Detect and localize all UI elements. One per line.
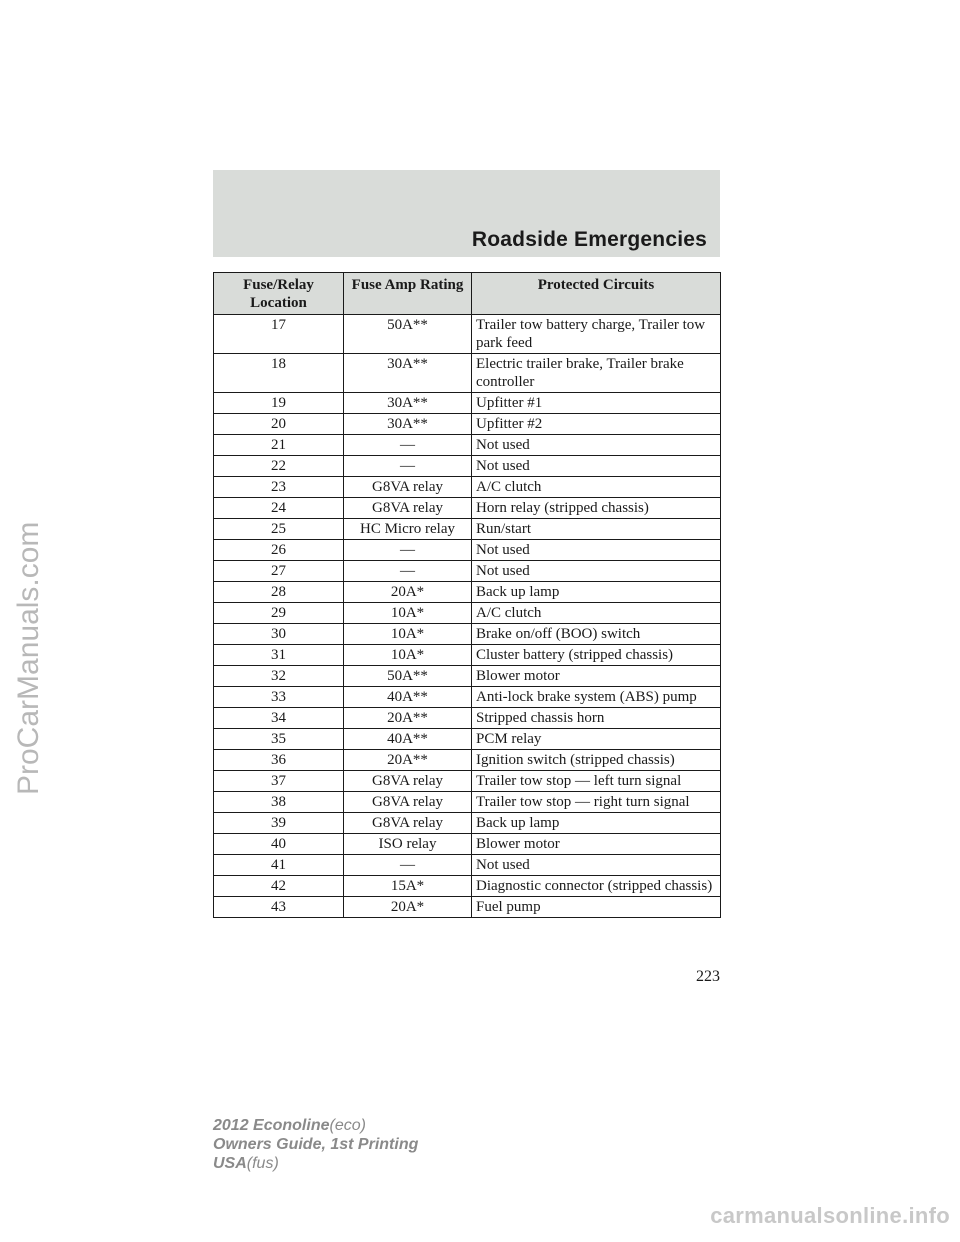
table-row	[214, 834, 721, 855]
cell-amp-rating: 20A**	[344, 750, 472, 771]
table-row	[214, 477, 721, 498]
table-row	[214, 729, 721, 750]
table-row	[214, 792, 721, 813]
table-row	[214, 708, 721, 729]
fuse-table-body	[214, 315, 721, 918]
footer-market: USA	[213, 1155, 247, 1172]
cell-protected-circuit: Blower motor	[472, 666, 721, 687]
cell-amp-rating: —	[344, 561, 472, 582]
cell-amp-rating: 30A**	[344, 414, 472, 435]
side-watermark-text: ProCarManuals.com	[12, 521, 45, 795]
cell-location: 23	[214, 477, 344, 498]
cell-location: 29	[214, 603, 344, 624]
cell-protected-circuit: Upfitter #2	[472, 414, 721, 435]
table-row	[214, 813, 721, 834]
cell-location: 17	[214, 315, 344, 354]
cell-amp-rating: HC Micro relay	[344, 519, 472, 540]
cell-amp-rating: 20A**	[344, 708, 472, 729]
table-row	[214, 876, 721, 897]
cell-amp-rating: G8VA relay	[344, 792, 472, 813]
footer-line-guide: Owners Guide, 1st Printing	[213, 1136, 419, 1153]
cell-amp-rating: G8VA relay	[344, 813, 472, 834]
cell-location: 24	[214, 498, 344, 519]
section-title: Roadside Emergencies	[471, 228, 707, 251]
cell-location: 18	[214, 354, 344, 393]
cell-amp-rating: 30A**	[344, 393, 472, 414]
cell-amp-rating: G8VA relay	[344, 477, 472, 498]
table-row	[214, 645, 721, 666]
cell-amp-rating: ISO relay	[344, 834, 472, 855]
cell-amp-rating: 40A**	[344, 729, 472, 750]
cell-amp-rating: G8VA relay	[344, 771, 472, 792]
cell-protected-circuit: Run/start	[472, 519, 721, 540]
cell-protected-circuit: Not used	[472, 561, 721, 582]
cell-protected-circuit: A/C clutch	[472, 603, 721, 624]
footer-model: 2012 Econoline	[213, 1117, 330, 1134]
cell-location: 38	[214, 792, 344, 813]
cell-protected-circuit: Cluster battery (stripped chassis)	[472, 645, 721, 666]
cell-amp-rating: 20A*	[344, 897, 472, 918]
cell-location: 26	[214, 540, 344, 561]
cell-amp-rating: 30A**	[344, 354, 472, 393]
cell-protected-circuit: Upfitter #1	[472, 393, 721, 414]
table-row	[214, 498, 721, 519]
cell-location: 19	[214, 393, 344, 414]
cell-protected-circuit: Not used	[472, 540, 721, 561]
footer-line-model	[213, 1116, 418, 1135]
cell-location: 43	[214, 897, 344, 918]
table-row	[214, 414, 721, 435]
cell-amp-rating: 50A**	[344, 315, 472, 354]
cell-location: 22	[214, 456, 344, 477]
cell-amp-rating: —	[344, 435, 472, 456]
cell-location: 42	[214, 876, 344, 897]
cell-protected-circuit: Fuel pump	[472, 897, 721, 918]
cell-location: 20	[214, 414, 344, 435]
cell-location: 25	[214, 519, 344, 540]
table-row	[214, 855, 721, 876]
cell-protected-circuit: Trailer tow stop — left turn signal	[472, 771, 721, 792]
table-row	[214, 456, 721, 477]
cell-location: 35	[214, 729, 344, 750]
cell-location: 21	[214, 435, 344, 456]
table-row	[214, 435, 721, 456]
cell-location: 41	[214, 855, 344, 876]
cell-amp-rating: G8VA relay	[344, 498, 472, 519]
cell-amp-rating: —	[344, 456, 472, 477]
cell-amp-rating: 15A*	[344, 876, 472, 897]
table-row	[214, 687, 721, 708]
table-row	[214, 603, 721, 624]
table-row	[214, 393, 721, 414]
cell-amp-rating: 50A**	[344, 666, 472, 687]
cell-protected-circuit: PCM relay	[472, 729, 721, 750]
cell-amp-rating: 20A*	[344, 582, 472, 603]
table-row	[214, 519, 721, 540]
cell-protected-circuit: Electric trailer brake, Trailer brake controller	[472, 354, 721, 393]
cell-protected-circuit: Trailer tow stop — right turn signal	[472, 792, 721, 813]
cell-location: 40	[214, 834, 344, 855]
table-row	[214, 897, 721, 918]
cell-protected-circuit: Trailer tow battery charge, Trailer tow park feed	[472, 315, 721, 354]
table-row	[214, 666, 721, 687]
footer-line-market	[213, 1154, 418, 1173]
cell-location: 32	[214, 666, 344, 687]
cell-amp-rating: 10A*	[344, 624, 472, 645]
fuse-table	[213, 272, 721, 918]
cell-protected-circuit: A/C clutch	[472, 477, 721, 498]
table-row	[214, 354, 721, 393]
cell-protected-circuit: Not used	[472, 456, 721, 477]
cell-amp-rating: 10A*	[344, 645, 472, 666]
cell-location: 30	[214, 624, 344, 645]
table-row	[214, 315, 721, 354]
cell-location: 28	[214, 582, 344, 603]
column-header-location: Fuse/Relay Location	[214, 273, 344, 315]
cell-amp-rating: 40A**	[344, 687, 472, 708]
cell-protected-circuit: Not used	[472, 435, 721, 456]
cell-location: 34	[214, 708, 344, 729]
table-row	[214, 624, 721, 645]
footer-imprint	[213, 1116, 418, 1173]
cell-protected-circuit: Ignition switch (stripped chassis)	[472, 750, 721, 771]
cell-amp-rating: 10A*	[344, 603, 472, 624]
cell-location: 37	[214, 771, 344, 792]
cell-location: 36	[214, 750, 344, 771]
cell-protected-circuit: Not used	[472, 855, 721, 876]
table-row	[214, 750, 721, 771]
table-row	[214, 771, 721, 792]
bottom-watermark: carmanualsonline.info	[710, 1203, 950, 1228]
cell-protected-circuit: Back up lamp	[472, 582, 721, 603]
table-row	[214, 561, 721, 582]
table-row	[214, 582, 721, 603]
table-row	[214, 540, 721, 561]
cell-protected-circuit: Horn relay (stripped chassis)	[472, 498, 721, 519]
cell-location: 27	[214, 561, 344, 582]
column-header-amp-rating: Fuse Amp Rating	[344, 273, 472, 315]
column-header-protected-circuits: Protected Circuits	[472, 273, 721, 315]
page-number: 223	[696, 968, 720, 985]
cell-amp-rating: —	[344, 855, 472, 876]
footer-market-code: (fus)	[246, 1155, 279, 1172]
cell-protected-circuit: Stripped chassis horn	[472, 708, 721, 729]
cell-protected-circuit: Back up lamp	[472, 813, 721, 834]
cell-protected-circuit: Blower motor	[472, 834, 721, 855]
cell-location: 33	[214, 687, 344, 708]
cell-protected-circuit: Brake on/off (BOO) switch	[472, 624, 721, 645]
cell-location: 39	[214, 813, 344, 834]
cell-location: 31	[214, 645, 344, 666]
cell-protected-circuit: Anti-lock brake system (ABS) pump	[472, 687, 721, 708]
cell-protected-circuit: Diagnostic connector (stripped chassis)	[472, 876, 721, 897]
cell-amp-rating: —	[344, 540, 472, 561]
table-header-row	[214, 273, 721, 315]
footer-model-code: (eco)	[329, 1117, 366, 1134]
